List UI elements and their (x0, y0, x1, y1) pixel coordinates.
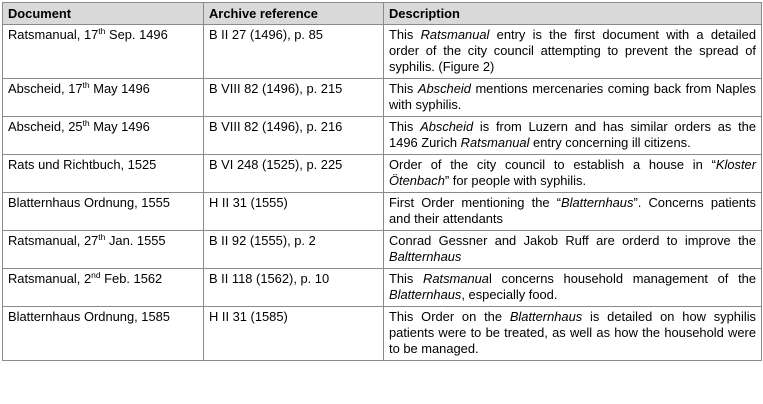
header-row (3, 3, 762, 25)
cell-document (3, 231, 204, 269)
document-name: Rats und Richtbuch, 1525 (8, 157, 157, 172)
header-document: Document (3, 3, 204, 25)
document-name: Ratsmanual, 2 (8, 271, 92, 286)
document-name: Ratsmanual, 27 (8, 233, 99, 248)
description-text: is from Luzern and has similar orders as the 1496 Zurich (389, 119, 756, 150)
description-text: First Order mentioning the “ (389, 195, 562, 210)
document-name: Ratsmanual, 17 (8, 27, 99, 42)
cell-archive-reference: B II 118 (1562), p. 10 (204, 269, 384, 307)
cell-description (384, 117, 762, 155)
description-text: is detailed on how syphilis patients were to be treated, as well as how the household were to be managed. (389, 309, 757, 356)
cell-description (384, 193, 762, 231)
document-name: Blatternhaus Ordnung, 1585 (8, 309, 170, 324)
document-name: Abscheid, 17 (8, 81, 83, 96)
cell-document (3, 117, 204, 155)
document-date: May 1496 (89, 119, 150, 134)
cell-description (384, 269, 762, 307)
italic-title-text: Ratsmanual (460, 135, 530, 150)
description-text: entry concerning ill citizens. (529, 135, 691, 150)
cell-document (3, 307, 204, 361)
description-text: This (389, 81, 418, 96)
header-archive-reference: Archive reference (204, 3, 384, 25)
document-name: Abscheid, 25 (8, 119, 83, 134)
italic-title-text: Blatternhaus (561, 195, 634, 210)
ordinal-suffix: nd (91, 270, 101, 280)
italic-title-text: Ratsmanual (420, 27, 490, 42)
description-text: ”. Concerns patients and their attendants (389, 195, 757, 226)
ordinal-suffix: th (82, 80, 90, 90)
cell-archive-reference: H II 31 (1585) (204, 307, 384, 361)
cell-archive-reference: H II 31 (1555) (204, 193, 384, 231)
document-date: Jan. 1555 (105, 233, 166, 248)
cell-document (3, 269, 204, 307)
description-text: entry is the first document with a detailed order of the city council attempting to prevent the spread of syphilis. (Figure 2) (389, 27, 756, 74)
description-text: This (389, 27, 421, 42)
table-body (3, 25, 762, 361)
cell-description (384, 231, 762, 269)
italic-title-text: Blatternhaus (509, 309, 583, 324)
cell-document (3, 155, 204, 193)
document-date: Feb. 1562 (100, 271, 163, 286)
description-text: mentions mercenaries coming back from Naples with syphilis. (389, 81, 756, 112)
description-text: This Order on the (389, 309, 510, 324)
archive-documents-table (2, 2, 762, 361)
table-row (3, 269, 762, 307)
document-date: May 1496 (89, 81, 150, 96)
cell-description (384, 307, 762, 361)
table-row (3, 231, 762, 269)
document-date: Sep. 1496 (105, 27, 168, 42)
table-row (3, 155, 762, 193)
document-name: Blatternhaus Ordnung, 1555 (8, 195, 170, 210)
header-description: Description (384, 3, 762, 25)
cell-archive-reference: B VI 248 (1525), p. 225 (204, 155, 384, 193)
description-text: This (389, 271, 424, 286)
cell-description (384, 79, 762, 117)
italic-title-text: Kloster Ötenbach (389, 157, 756, 188)
italic-title-text: Baltternhaus (389, 249, 462, 264)
table-row (3, 193, 762, 231)
cell-archive-reference: B II 27 (1496), p. 85 (204, 25, 384, 79)
ordinal-suffix: th (98, 26, 106, 36)
cell-archive-reference: B VIII 82 (1496), p. 216 (204, 117, 384, 155)
cell-document (3, 25, 204, 79)
description-text: Conrad Gessner and Jakob Ruff are orderd to improve the (389, 233, 756, 248)
description-text: , especially food. (461, 287, 558, 302)
ordinal-suffix: th (98, 232, 106, 242)
cell-archive-reference: B II 92 (1555), p. 2 (204, 231, 384, 269)
cell-description (384, 155, 762, 193)
cell-description (384, 25, 762, 79)
table-row (3, 117, 762, 155)
italic-title-text: Abscheid (417, 81, 471, 96)
italic-title-text: Abscheid (420, 119, 474, 134)
cell-document (3, 193, 204, 231)
italic-title-text: Ratsmanua (423, 271, 489, 286)
table-row (3, 79, 762, 117)
cell-archive-reference: B VIII 82 (1496), p. 215 (204, 79, 384, 117)
cell-document (3, 79, 204, 117)
description-text: ” for people with syphilis. (444, 173, 587, 188)
table-row (3, 25, 762, 79)
ordinal-suffix: th (82, 118, 90, 128)
italic-title-text: Blatternhaus (389, 287, 462, 302)
description-text: l concerns household management of the (488, 271, 756, 286)
description-text: This (389, 119, 421, 134)
description-text: Order of the city council to establish a house in “ (389, 157, 716, 172)
table-row (3, 307, 762, 361)
